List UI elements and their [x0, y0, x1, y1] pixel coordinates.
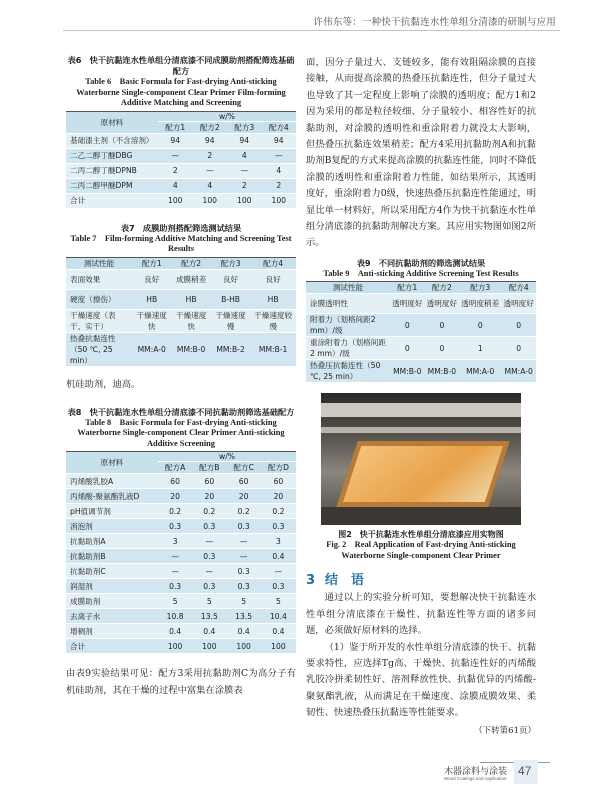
table9-cell: 0	[425, 314, 460, 337]
right-text-1: 面，因分子量过大、支链较多，能有效阻隔涂膜的直接接触，从而提高涂膜的热叠压抗黏连性，但分子量过大也导致了其一定程度上影响了涂膜的透明度；配方1和2因为采用的都是粒径较细、分子量较小、相容性好的抗黏助剂，对涂膜的透明性和重涂附着力就没太大影响，但热叠压抗黏连效果稍差；配方4采用抗黏助剂A和抗黏助剂B复配的方式来提高涂膜的抗黏连性能，同时不降低涂膜的透明性和重涂附着力性能，如结果所示，其透明度好，重涂附着力0级，快速热叠压抗黏连性能通过，明显比单一材料好，所以采用配方4作为快干抗黏连水性单组分清底漆的抗黏助剂解决方案。其应用实物图如图2所示。	[306, 57, 536, 249]
table7-column-header: 配方4	[250, 257, 296, 269]
table7-cell: HB	[171, 289, 210, 309]
table9-caption-zh: 表9 不同抗黏助剂的筛选测试结果	[356, 257, 486, 268]
table7-cell: 干燥速度快	[132, 309, 171, 332]
table6-row-label: 合计	[66, 193, 158, 208]
table6-cell: 2	[158, 163, 193, 178]
table7-cell: 良好	[250, 269, 296, 289]
table8-row-label: 增稠剂	[66, 624, 158, 639]
table8-caption	[66, 407, 296, 450]
table9-cell: 透明度稍差	[459, 294, 501, 314]
table6-cell: —	[158, 148, 193, 163]
table6-row-label: 二乙二醇丁醚DBG	[66, 148, 158, 163]
table9-caption-en: Table 9 Anti-sticking Additive Screening Test Results	[323, 268, 519, 278]
table7-cell: MM:B-0	[171, 332, 210, 366]
table9-cell: 0	[390, 337, 425, 360]
table8-cell: 0.2	[261, 504, 296, 519]
table9-cell: 透明度好	[501, 294, 536, 314]
table6-row-label: 二丙二醇甲醚DPM	[66, 178, 158, 193]
table7-col-header: 测试性能	[66, 257, 132, 269]
table8-cell: 0.2	[192, 504, 226, 519]
table8-cell: 0.3	[261, 579, 296, 594]
table8-cell: 20	[261, 489, 296, 504]
table8-cell: —	[158, 549, 192, 564]
table6-cell: 2	[262, 178, 297, 193]
table8-cell: 0.3	[158, 519, 192, 534]
table7-cell: 干燥速度快	[171, 309, 210, 332]
table6-caption-en: Table 6 Basic Formula for Fast-drying Anti-sticking Waterborne Single-component Clear Primer Film-forming Additive Matching and Screening	[76, 77, 286, 107]
table8-cell: 60	[192, 474, 226, 489]
figure2-caption-zh: 图2 快干抗黏连水性单组分清底漆应用实物图	[338, 530, 504, 540]
table6-column-header: 配方4	[262, 121, 297, 133]
table8-cell: 100	[158, 639, 192, 654]
figure2-caption	[306, 529, 536, 561]
table8-cell: 0.2	[158, 504, 192, 519]
table7-row-label: 热叠抗黏连性（50 ℃, 25 min）	[66, 332, 132, 366]
table7-row	[66, 332, 296, 366]
table8-cell: —	[192, 564, 226, 579]
table8-row	[66, 519, 296, 534]
left-text-2: 由表9实验结果可见：配方3采用抗黏助剂C为高分子有机硅助剂，其在干燥的过程中富集在涂膜表	[66, 668, 296, 696]
table9-row	[306, 314, 536, 337]
table8-cell: 0.3	[192, 549, 226, 564]
table8-cell: 3	[261, 534, 296, 549]
table6-col-header: 原材料	[66, 111, 158, 133]
table6-caption	[66, 55, 296, 109]
table8-cell: —	[261, 564, 296, 579]
table9	[306, 281, 536, 383]
table8-cell: 0.2	[226, 504, 260, 519]
table8-column-header: 配方A	[158, 462, 192, 474]
table8-cell: —	[192, 534, 226, 549]
table7-column-header: 配方3	[211, 257, 250, 269]
table9-cell: 0	[459, 314, 501, 337]
table8-cell: 100	[226, 639, 260, 654]
table7-row-label: 表面效果	[66, 269, 132, 289]
table6-cell: —	[262, 148, 297, 163]
section3-title: 结 语	[325, 573, 365, 589]
table9-col-header: 测试性能	[306, 282, 390, 294]
table9-cell: 0	[390, 314, 425, 337]
table6-unit: w/%	[158, 111, 296, 121]
table7-cell: HB	[132, 289, 171, 309]
table8-caption-en: Table 8 Basic Formula for Fast-drying Anti-sticking Waterborne Single-component Clear Primer Anti-sticking Additive Screening	[77, 417, 285, 448]
table8-cell: —	[226, 534, 260, 549]
running-header: 许伟东等：一种快干抗黏连水性单组分清漆的研制与应用	[313, 17, 556, 28]
figure2-caption-en: Fig. 2 Real Application of Fast-drying Anti-sticking Waterborne Single-component Clear Primer	[326, 540, 516, 560]
table8-row-label: 合计	[66, 639, 158, 654]
table8-row-label: 丙烯酸乳胶A	[66, 474, 158, 489]
table8-cell: 13.5	[192, 609, 226, 624]
table8-cell: 60	[261, 474, 296, 489]
table8-cell: 100	[192, 639, 226, 654]
table8-column-header: 配方C	[226, 462, 260, 474]
table8-cell: 0.3	[226, 564, 260, 579]
table8-cell: 20	[192, 489, 226, 504]
table8-cell: 10.4	[261, 609, 296, 624]
table6-cell: 94	[158, 133, 193, 148]
table8-cell: 0.4	[192, 624, 226, 639]
table7-caption-zh: 表7 成膜助剂搭配筛选测试结果	[120, 222, 242, 233]
section3-heading	[306, 569, 536, 588]
table8-row-label: 消泡剂	[66, 519, 158, 534]
journal-name-en: Wood Coatings and Application	[444, 776, 507, 781]
table6-cell: 4	[158, 178, 193, 193]
table8-row	[66, 624, 296, 639]
page-number: 47	[518, 764, 532, 778]
table8-unit: w/%	[158, 452, 296, 462]
table9-cell: 0	[501, 337, 536, 360]
table7-cell: B-HB	[211, 289, 250, 309]
continued-note: （下转第61页）	[474, 725, 536, 736]
table8-column-header: 配方B	[192, 462, 226, 474]
table9-cell: 透明度好	[425, 294, 460, 314]
table7-row-label: 硬度（擦伤）	[66, 289, 132, 309]
table7-caption-en: Table 7 Film-forming Additive Matching and Screening Test Results	[70, 233, 292, 253]
table7-cell: 干燥速度慢	[211, 309, 250, 332]
table8-cell: —	[158, 564, 192, 579]
table8-row	[66, 489, 296, 504]
table6-cell: 94	[227, 133, 262, 148]
table8-cell: 0.3	[261, 519, 296, 534]
table8-row	[66, 474, 296, 489]
table9-row	[306, 294, 536, 314]
table8-col-header: 原材料	[66, 452, 158, 474]
section3-number: 3	[306, 573, 316, 589]
table9-row-label: 热叠压抗黏连性（50 ℃, 25 min）	[306, 360, 390, 383]
table8-row	[66, 534, 296, 549]
table8-cell: 5	[226, 594, 260, 609]
table7-cell: 成膜稍差	[171, 269, 210, 289]
table8-cell: 0.3	[226, 579, 260, 594]
table9-column-header: 配方1	[390, 282, 425, 294]
table8-row	[66, 549, 296, 564]
table6-caption-zh: 表6 快干抗黏连水性单组分清底漆不同成膜助剂搭配筛选基础配方	[67, 55, 295, 76]
table6-cell: 100	[193, 193, 228, 208]
table6-cell: 94	[193, 133, 228, 148]
table8-row	[66, 504, 296, 519]
table8-row-label: pH值调节剂	[66, 504, 158, 519]
table9-cell: 0	[425, 337, 460, 360]
header-rule	[63, 30, 560, 31]
table6-column-header: 配方2	[193, 121, 228, 133]
table9-cell: 透明度好	[390, 294, 425, 314]
table8-cell: 0.3	[192, 579, 226, 594]
table8-cell: 0.4	[261, 624, 296, 639]
table8-cell: 0.4	[158, 624, 192, 639]
table8-row	[66, 579, 296, 594]
table6-cell: 94	[262, 133, 297, 148]
table8-row-label: 去离子水	[66, 609, 158, 624]
table8-row	[66, 564, 296, 579]
table9-cell: 0	[501, 314, 536, 337]
table6-row-label: 二丙二醇丁醚DPNB	[66, 163, 158, 178]
table8-cell: 0.3	[192, 519, 226, 534]
table6-row-label: 基础漆主剂（不含溶剂）	[66, 133, 158, 148]
table9-column-header: 配方4	[501, 282, 536, 294]
figure2-photo	[321, 393, 521, 525]
table8-column-header: 配方D	[261, 462, 296, 474]
table7-row-label: 干燥速度（表干、实干）	[66, 309, 132, 332]
table8-row-label: 抗黏助剂B	[66, 549, 158, 564]
table8-cell: 10.8	[158, 609, 192, 624]
table8-cell: 20	[158, 489, 192, 504]
table8-row-label: 抗黏助剂A	[66, 534, 158, 549]
section3-para2: （1）鉴于所开发的水性单组分清底漆的快干、抗黏要求特性，应选择Tg高、干燥快、抗黏连性好的丙烯酸乳胶冷拼柔韧性好、溶剂释放性快、抗黏优异的丙烯酸-聚氨酯乳液，从而满足在干燥速度、涂膜成膜效果、柔韧性、快速热叠压抗黏连等性能要求。	[306, 641, 536, 719]
table6-row	[66, 178, 296, 193]
table9-row	[306, 337, 536, 360]
table8-cell: 0.3	[158, 579, 192, 594]
section3-para1: 通过以上的实验分析可知，要想解决快干抗黏连水性单组分清底漆在干燥性、抗黏连性等方面的诸多问题，必须做好原材料的选择。	[306, 592, 536, 637]
table9-cell: MM:B-0	[390, 360, 425, 383]
table8	[66, 451, 296, 654]
table8-cell: 0.4	[261, 549, 296, 564]
table8-cell: 60	[226, 474, 260, 489]
table9-row	[306, 360, 536, 383]
table7-cell: HB	[250, 289, 296, 309]
table7-column-header: 配方1	[132, 257, 171, 269]
table8-cell: 0.3	[226, 519, 260, 534]
table8-cell: 3	[158, 534, 192, 549]
table7	[66, 257, 296, 367]
table9-cell: 1	[459, 337, 501, 360]
table8-cell: 100	[261, 639, 296, 654]
table9-row-label: 附着力（划格间距2 mm）/级	[306, 314, 390, 337]
table8-cell: 20	[226, 489, 260, 504]
table7-row	[66, 289, 296, 309]
table8-row	[66, 594, 296, 609]
table6-cell: 100	[158, 193, 193, 208]
table7-cell: 良好	[132, 269, 171, 289]
journal-name: 木器涂料与涂装	[444, 767, 508, 777]
table7-row	[66, 269, 296, 289]
left-text-1: 机硅助剂，迪高。	[66, 378, 141, 390]
table6-row	[66, 193, 296, 208]
table7-column-header: 配方2	[171, 257, 210, 269]
table6-row	[66, 133, 296, 148]
table9-cell: MM:A-0	[459, 360, 501, 383]
table7-cell: MM:A-0	[132, 332, 171, 366]
table9-column-header: 配方2	[425, 282, 460, 294]
left-column	[66, 55, 296, 699]
table6-column-header: 配方3	[227, 121, 262, 133]
table8-row	[66, 609, 296, 624]
table8-row-label: 润湿剂	[66, 579, 158, 594]
table8-cell: 5	[261, 594, 296, 609]
table8-cell: 5	[192, 594, 226, 609]
table9-cell: MM:A-0	[501, 360, 536, 383]
table6-cell: 100	[227, 193, 262, 208]
table6-cell: 4	[193, 178, 228, 193]
table6-cell: 2	[227, 178, 262, 193]
table8-cell: 0.4	[226, 624, 260, 639]
table6-column-header: 配方1	[158, 121, 193, 133]
right-column	[306, 55, 536, 736]
table9-row-label: 涂膜透明性	[306, 294, 390, 314]
table6-cell: 4	[227, 148, 262, 163]
table8-cell: 13.5	[226, 609, 260, 624]
table6-row	[66, 163, 296, 178]
table7-cell: 干燥速度较慢	[250, 309, 296, 332]
table8-cell: —	[226, 549, 260, 564]
table6-cell: 4	[262, 163, 297, 178]
table6-cell: 100	[262, 193, 297, 208]
table8-cell: 60	[158, 474, 192, 489]
table9-column-header: 配方3	[459, 282, 501, 294]
table7-cell: MM:B-1	[250, 332, 296, 366]
table7-cell: 良好	[211, 269, 250, 289]
table7-caption	[66, 223, 296, 255]
table8-cell: 5	[158, 594, 192, 609]
table7-row	[66, 309, 296, 332]
table6	[66, 111, 296, 209]
table8-row	[66, 639, 296, 654]
table6-row	[66, 148, 296, 163]
table6-cell: —	[227, 163, 262, 178]
table8-row-label: 成膜助剂	[66, 594, 158, 609]
table7-cell: MM:B-2	[211, 332, 250, 366]
table6-cell: 2	[193, 148, 228, 163]
table9-caption	[306, 258, 536, 280]
table8-caption-zh: 表8 快干抗黏连水性单组分清底漆不同抗黏助剂筛选基础配方	[67, 406, 295, 417]
table9-row-label: 重涂附着力（划格间距2 mm）/级	[306, 337, 390, 360]
table8-row-label: 丙烯酸-聚氨酯乳液D	[66, 489, 158, 504]
table9-cell: MM:B-0	[425, 360, 460, 383]
table8-row-label: 抗黏助剂C	[66, 564, 158, 579]
table6-cell: —	[193, 163, 228, 178]
